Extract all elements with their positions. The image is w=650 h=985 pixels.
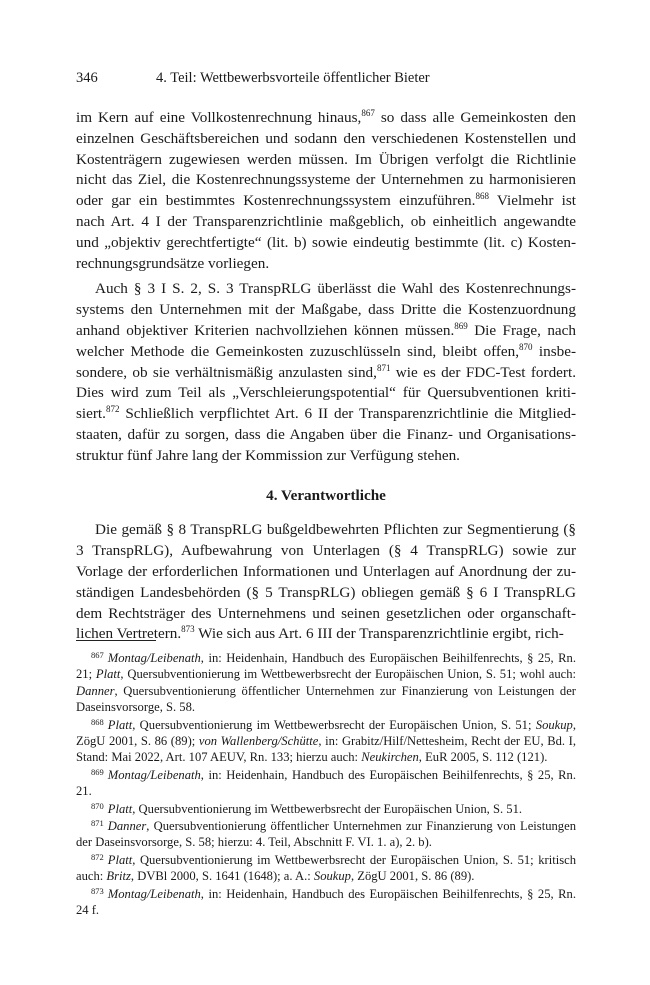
footnote-number: 869	[91, 766, 104, 777]
cited-author: Montag/Leibenath	[107, 651, 201, 665]
cited-author: von Wallenberg/Schütte	[198, 734, 319, 749]
cited-author: Danner	[76, 683, 115, 698]
footnote-ref: 871	[376, 362, 391, 373]
book-page	[76, 70, 576, 645]
footnote-text: , Quersubventionierung im Wettbewerbsrecht der Europäischen Union, S. 51.	[132, 801, 523, 816]
footnote-text: , DVBl 2000, S. 1641 (1648); a. A.:	[130, 869, 314, 884]
footnote-number: 870	[91, 800, 104, 811]
footnote-text: , in: Heidenhain, Handbuch des Europäischen Beihilfenrechts, § 25, Rn. 24 f.	[76, 886, 576, 918]
running-title: 4. Teil: Wettbewerbsvorteile öffentlicher Bieter	[156, 70, 430, 86]
page-number: 346	[76, 70, 98, 86]
footnote-text: , Quersubventionierung im Wettbewerbsrecht der Europäischen Union, S. 51;	[132, 717, 536, 732]
footnote	[76, 650, 576, 716]
footnote	[76, 852, 576, 885]
footnote-text: , Quersubventionierung öffentlicher Unternehmen zur Finanzierung von Leistungen der Daseinsvorsorge, S. 58.	[76, 683, 576, 715]
cited-author: Britz	[106, 869, 131, 884]
footnote-text: , Quersubventionierung im Wettbewerbsrecht der Europäischen Union, S. 51; kritisch auch:	[76, 852, 576, 884]
running-header	[76, 70, 576, 92]
footnote-ref: 869	[454, 320, 468, 331]
cited-author: Montag/Leibenath	[107, 767, 201, 782]
footnote	[76, 886, 576, 919]
footnotes	[76, 650, 576, 920]
paragraph-2: Auch § 3 I S. 2, S. 3 TranspRLG überlässt die Wahl des Kostenrechnungssystems den Unternehmen mit der Maßgabe, dass Dritte die Kostenzuordnung anhand objektiver Kriterien nachvollziehen können müssen.$^{869}$ Die Frage, nach welcher Methode die Gemeinkosten zuzuschlüsseln sind, bleibt offen,$^{870}$ insbesondere, ob sie verhältnismäßig anzulasten sind,$^{871}$ wie es der FDC-Test fordert. Dies wird zum Teil als „Verschleierungspotential“ für Quersubventionen kritisiert.$^{872}$ Schließlich verpflichtet Art. 6 II der Transparenzrichtlinie die Mitgliedstaaten, dafür zu sorgen, dass die Angaben über die Finanz- und Organisationsstruktur fünf Jahre lang der Kommission zur Verfügung stehen.	[76, 280, 577, 464]
cited-author: Soukup	[535, 717, 573, 732]
footnote-text: , in: Heidenhain, Handbuch des Europäischen Beihilfenrechts, § 25, Rn. 21;	[76, 651, 576, 682]
footnote-text: , Quersubventionierung öffentlicher Unternehmen zur Finanzierung von Leistungen der Daseinsvorsorge, S. 58; hierzu: 4. Teil, Abschnitt F. VI. 1. a), 2. b).	[76, 819, 576, 850]
footnote	[76, 767, 576, 800]
cited-author: Platt	[107, 852, 133, 867]
cited-author: Neukirchen	[361, 750, 419, 765]
footnote-number: 868	[91, 716, 104, 727]
cited-author: Platt	[95, 667, 121, 682]
cited-author: Platt	[107, 801, 133, 816]
footnote-separator	[76, 640, 156, 641]
footnote	[76, 818, 576, 851]
footnote-text: , EuR 2005, S. 112 (121).	[418, 750, 548, 765]
footnote-text: , in: Grabitz/Hilf/Nettesheim, Recht der EU, Bd. I, Stand: Mai 2022, Art. 107 AEUV, Rn. 133; hierzu auch:	[76, 734, 577, 765]
section-heading: 4. Verantwortliche	[266, 486, 386, 504]
cited-author: Platt	[107, 717, 133, 732]
cited-author: Soukup	[313, 869, 351, 884]
footnote-text: , in: Heidenhain, Handbuch des Europäischen Beihilfenrechts, § 25, Rn. 21.	[76, 767, 576, 799]
footnote-ref: 868	[475, 191, 489, 202]
footnote	[76, 801, 576, 817]
footnote-number: 867	[91, 650, 104, 660]
footnote-number: 873	[91, 885, 104, 896]
footnote-ref: 873	[181, 624, 195, 635]
footnote-ref: 870	[519, 341, 533, 352]
paragraph-3: Die gemäß § 8 TranspRLG bußgeldbewehrten Pflichten zur Segmentierung (§ 3 TranspRLG), Aufbewahrung von Unterlagen (§ 4 TranspRLG) sowie zur Vorlage der erforderlichen Informationen und Unterlagen auf Anordnung der zuständigen Landesbehörden (§ 5 TranspRLG) obliegen gemäß § 6 I TranspRLG dem Rechtsträger des Unternehmens und seinen gesetzlichen oder organschaftlichen Vertretern.$^{873}$ Wie sich aus Art. 6 III der Transparenzrichtlinie ergibt, rich-	[76, 521, 576, 643]
footnote-ref: 872	[105, 404, 120, 415]
paragraph-1: im Kern auf eine Vollkostenrechnung hinaus,$^{867}$ so dass alle Gemeinkosten den einzelnen Geschäftsbereichen und sodann den verschiedenen Kostenstellen und Kostenträgern zugewiesen werden müssen. Im Übrigen verfolgt die Richtlinie nicht das Ziel, die Kostenrechnungssysteme der Unternehmen zu harmonisieren oder gar ein bestimmtes Kostenrechnungssystem einzuführen.$^{868}$ Vielmehr ist nach Art. 4 I der Transparenzrichtlinie maßgeblich, ob einheitlich angewandte und „objektiv gerechtfertigte“ (lit. b) sowie eindeutig bestimmte (lit. c) Kostenrechnungsgrundsätze vorliegen.	[76, 108, 576, 272]
footnote	[76, 717, 576, 766]
footnote-ref: 867	[361, 108, 375, 118]
footnote-number: 872	[91, 851, 104, 862]
footnote-text: , Quersubventionierung im Wettbewerbsrecht der Europäischen Union, S. 51; wohl auch:	[120, 667, 576, 682]
cited-author: Montag/Leibenath	[107, 886, 201, 901]
cited-author: Danner	[107, 819, 147, 834]
footnote-text: , ZögU 2001, S. 86 (89);	[76, 717, 576, 749]
footnote-text: , ZögU 2001, S. 86 (89).	[350, 869, 475, 884]
body-text	[76, 108, 576, 645]
footnote-number: 871	[91, 818, 104, 829]
